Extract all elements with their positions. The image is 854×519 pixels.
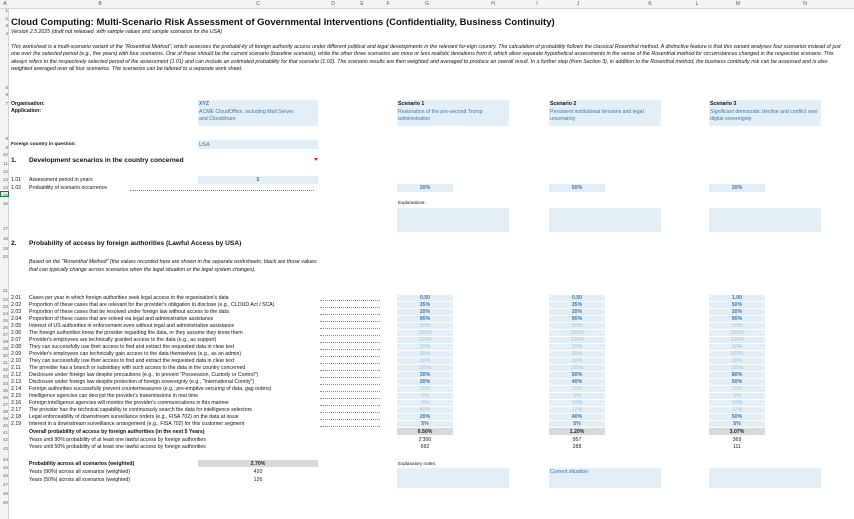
scenario-2-value[interactable]: 40% <box>571 414 583 420</box>
scenario-3-desc[interactable]: Significant democratic decline and conflict over digital sovereignty <box>710 109 818 122</box>
row-label: Cases per year in which foreign authorities seek legal access to the organisation's data <box>29 295 229 301</box>
scenario-2-value[interactable]: 100% <box>570 337 584 343</box>
scenario-2-value[interactable]: 20% <box>571 309 583 315</box>
scenario-1-value[interactable]: 50% <box>419 323 431 329</box>
scenario-3-value[interactable]: 70% <box>731 323 743 329</box>
version-note[interactable]: Version 2.5.2025 (draft not released, with sample values and sample scenarios for the USA) <box>11 29 223 35</box>
row-number[interactable]: 38 <box>2 409 8 414</box>
scenario-2-probability[interactable]: 50% <box>571 185 583 191</box>
scenario-1-value[interactable]: 10% <box>419 344 431 350</box>
leader-dots <box>320 314 380 315</box>
scenario-3-value[interactable]: 50% <box>731 379 743 385</box>
row-label: The foreign authorities know the provider regarding the data, or they assume they know them <box>29 330 243 336</box>
row-number[interactable]: 23 <box>2 304 8 309</box>
scenario-1-value[interactable]: 80% <box>419 351 431 357</box>
years90-label: Years until 90% probability of at least one lawful access by foreign authorities <box>29 437 206 443</box>
row-label: Provider's employees can technically gain access to the data themselves (e.g., as an admin) <box>29 351 242 357</box>
scenario-3-probability[interactable]: 20% <box>731 185 743 191</box>
column-header[interactable]: H <box>491 1 495 7</box>
row-id: 2.19 <box>11 421 22 427</box>
scenario-3-label: Scenario 3 <box>710 101 737 107</box>
w50-label: Years (50%) across all scenarios (weighted) <box>29 477 131 483</box>
row-number[interactable]: 18 <box>2 236 8 241</box>
row-label: Proportion of these cases that are solved via legal and administrative assistance <box>29 316 214 322</box>
leader-dots <box>320 370 380 371</box>
row-number[interactable]: 46 <box>2 473 8 478</box>
column-header[interactable]: N <box>803 1 807 7</box>
column-header[interactable]: C <box>256 1 260 7</box>
section-1-title: Development scenarios in the country concerned <box>29 157 184 164</box>
scenario-3-value[interactable]: 10% <box>731 358 743 364</box>
row-number[interactable]: 31 <box>2 360 8 365</box>
scenario-1-label: Scenario 1 <box>398 101 425 107</box>
scenario-3-value[interactable]: 90% <box>731 316 743 322</box>
row-label: The provider has the technical capability to continuously search the data for intelligence selectors <box>29 407 252 413</box>
years90-3: 369 <box>732 437 742 443</box>
row-number[interactable]: 39 <box>2 416 8 421</box>
column-header[interactable]: A <box>3 1 7 7</box>
row-number[interactable]: 30 <box>2 353 8 358</box>
leader-dots <box>320 307 380 308</box>
leader-dots <box>320 426 380 427</box>
scenario-1-value[interactable]: 30% <box>419 372 431 378</box>
overall-2: 1.20% <box>569 429 585 435</box>
leader-dots <box>320 328 380 329</box>
scenario-3-value[interactable]: 80% <box>731 372 743 378</box>
weighted-label: Probability across all scenarios (weighted) <box>29 461 135 467</box>
row-number[interactable]: 35 <box>2 388 8 393</box>
scenario-3-value[interactable]: 70% <box>731 386 743 392</box>
column-header[interactable]: D <box>331 1 335 7</box>
column-header[interactable]: K <box>648 1 652 7</box>
leader-dots <box>320 405 380 406</box>
scenario-3-value[interactable]: 100% <box>730 365 744 371</box>
scenario-1-value[interactable]: 20% <box>419 309 431 315</box>
row-id: 2.08 <box>11 344 22 350</box>
row-number[interactable]: 45 <box>2 465 8 470</box>
row-number[interactable]: 8 <box>5 136 8 141</box>
row-id: 2.18 <box>11 414 22 420</box>
scenario-2-value[interactable]: 10% <box>571 344 583 350</box>
row-label: The provider has a branch or subsidiary with such access to the data in the country concerned <box>29 365 246 371</box>
leader-dots <box>320 342 380 343</box>
row-number[interactable]: 47 <box>2 482 8 487</box>
comment-marker[interactable] <box>314 158 318 161</box>
scenario-1-value[interactable]: 40% <box>419 407 431 413</box>
years50-2: 288 <box>572 444 582 450</box>
row-id: 2.12 <box>11 372 22 378</box>
w50-value: 126 <box>253 477 263 483</box>
row-label: Disclosure under foreign law despite protection of foreign sovereignty (e.g., "International Comity") <box>29 379 255 385</box>
scenario-2-value[interactable]: 80% <box>571 351 583 357</box>
leader-dots <box>320 363 380 364</box>
row-number[interactable]: 13 <box>2 177 8 182</box>
row-id: 2.04 <box>11 316 22 322</box>
scenario-1-value[interactable]: 100% <box>418 330 432 336</box>
row-number[interactable]: 28 <box>2 339 8 344</box>
leader-dots <box>130 190 314 191</box>
row-number[interactable]: 5 <box>5 85 8 90</box>
scenario-2-value[interactable]: 10% <box>571 400 583 406</box>
scenario-2-label: Scenario 2 <box>550 101 577 107</box>
leader-dots <box>320 349 380 350</box>
row-label: Interest of US authorities in enforcement even without legal and administrative assistance <box>29 323 235 329</box>
years90-2: 957 <box>572 437 582 443</box>
row-number[interactable]: 25 <box>2 318 8 323</box>
explanatory-notes-label: Explanatory notes: <box>398 461 437 466</box>
row-label: They can successfully use their access to find and extract the requested data in clear text <box>29 358 235 364</box>
row-number[interactable]: 24 <box>2 311 8 316</box>
leader-dots <box>320 356 380 357</box>
row-number[interactable]: 10 <box>2 152 8 157</box>
explanation-cell-2[interactable] <box>549 208 661 232</box>
row-label: Assessment period in years <box>29 177 93 183</box>
row-number[interactable]: 29 <box>2 346 8 351</box>
row-number[interactable]: 21 <box>2 288 8 293</box>
row-id: 1.01 <box>11 177 22 183</box>
explanatory-cell-3[interactable] <box>709 468 821 488</box>
row-number[interactable]: 49 <box>2 500 8 505</box>
row-number[interactable]: 26 <box>2 325 8 330</box>
scenario-3-value[interactable]: 20% <box>731 309 743 315</box>
row-number[interactable]: 44 <box>2 457 8 462</box>
row-label: Legal enforceability of downstream surveillance orders (e.g., FISA 702) on the data at issue <box>29 414 239 420</box>
row-id: 2.01 <box>11 295 22 301</box>
row-id: 2.05 <box>11 323 22 329</box>
scenario-1-value[interactable]: 0% <box>421 400 429 406</box>
leader-dots <box>320 412 380 413</box>
scenario-2-value[interactable]: 10% <box>571 358 583 364</box>
row-id: 2.06 <box>11 330 22 336</box>
row-label: They can successfully use their access to find and extract the requested data in clear text <box>29 344 235 350</box>
row-label: Provider's employees are technically granted access to the data (e.g., as support) <box>29 337 217 343</box>
row-id: 2.14 <box>11 386 22 392</box>
scenario-1-value[interactable]: 5% <box>421 421 429 427</box>
row-number[interactable]: 9 <box>5 145 8 150</box>
scenario-3-value[interactable]: 5% <box>733 421 741 427</box>
column-header[interactable]: J <box>576 1 580 7</box>
row-number[interactable]: 27 <box>2 332 8 337</box>
country-label: Foreign country in question: <box>11 142 77 147</box>
w90-value: 420 <box>253 469 263 475</box>
selected-row-indicator <box>0 191 9 197</box>
weighted-value: 2.70% <box>250 461 266 467</box>
row-id: 2.02 <box>11 302 22 308</box>
scenario-1-value[interactable]: 0% <box>421 393 429 399</box>
scenario-2-value[interactable]: 17% <box>571 407 583 413</box>
org-label: Organisation: <box>11 101 45 107</box>
scenario-1-desc[interactable]: Restoration of the pre-second Trump administration <box>398 109 483 122</box>
column-header[interactable]: L <box>695 1 699 7</box>
row-number[interactable]: 3 <box>5 23 8 28</box>
overall-label: Overall probability of access by foreign authorities (in the next 5 Years) <box>29 429 205 435</box>
row-number[interactable]: 48 <box>2 491 8 496</box>
scenario-3-value[interactable]: 100% <box>730 337 744 343</box>
row-label: Intelligence agencies can decrypt the provider's transmissions in real time <box>29 393 199 399</box>
scenario-3-value[interactable]: 5% <box>733 393 741 399</box>
scenario-2-value[interactable]: 100% <box>570 365 584 371</box>
row-label: Interest in a downstream surveillance arrangement (e.g., FISA 702) for this customer segment <box>29 421 245 427</box>
row-number[interactable]: 7 <box>5 101 8 106</box>
row-id: 2.15 <box>11 393 22 399</box>
scenario-2-value[interactable]: 50% <box>571 372 583 378</box>
row-number[interactable]: 37 <box>2 402 8 407</box>
scenario-1-value[interactable]: 0.50 <box>419 295 431 301</box>
scenario-1-value[interactable]: 20% <box>419 414 431 420</box>
scenario-2-value[interactable]: 0.50 <box>571 295 583 301</box>
column-headers <box>0 0 854 9</box>
scenario-2-value[interactable]: 70% <box>571 386 583 392</box>
scenario-2-value[interactable]: 90% <box>571 316 583 322</box>
row-number[interactable]: 1 <box>5 8 8 13</box>
scenario-1-value[interactable]: 100% <box>418 365 432 371</box>
overall-1: 0.50% <box>417 429 433 435</box>
scenario-1-value[interactable]: 100% <box>418 337 432 343</box>
scenario-1-value[interactable]: 10% <box>419 358 431 364</box>
overall-3: 3.07% <box>729 429 745 435</box>
scenario-2-value[interactable]: 5% <box>573 421 581 427</box>
years50-3: 111 <box>733 444 741 450</box>
row-number[interactable]: 11 <box>3 161 8 166</box>
leader-dots <box>320 335 380 336</box>
scenario-2-desc[interactable]: Persistent institutional tensions and legal uncertainty <box>550 109 644 122</box>
w90-label: Years (90%) across all scenarios (weighted) <box>29 469 131 475</box>
row-number[interactable]: 32 <box>2 367 8 372</box>
scenario-3-value[interactable]: 10% <box>731 400 743 406</box>
scenario-3-value[interactable]: 50% <box>731 302 743 308</box>
column-header[interactable]: B <box>98 1 102 7</box>
leader-dots <box>320 391 380 392</box>
column-header[interactable]: I <box>536 1 538 7</box>
row-id: 2.16 <box>11 400 22 406</box>
row-number[interactable]: 20 <box>2 254 8 259</box>
row-id: 1.02 <box>11 185 22 191</box>
row-label: Foreign authorities successfully prevent countermeasures (e.g., pre-emptive securing of data, gag orders) <box>29 386 272 392</box>
scenario-2-value[interactable]: 100% <box>570 330 584 336</box>
row-id: 2.03 <box>11 309 22 315</box>
row-id: 2.13 <box>11 379 22 385</box>
current-situation[interactable]: Current situation <box>550 469 589 475</box>
row-label: Proportion of these cases that are relevant for the provider's obligation to disclose (e.g., CLOUD Act / SCA) <box>29 302 275 308</box>
row-number[interactable]: 34 <box>2 381 8 386</box>
row-number[interactable]: 2 <box>5 16 8 21</box>
row-number[interactable]: 12 <box>2 169 8 174</box>
column-header[interactable]: F <box>386 1 390 7</box>
row-number[interactable]: 33 <box>2 374 8 379</box>
scenario-1-probability[interactable]: 20% <box>419 185 431 191</box>
row-number[interactable]: 15 <box>2 193 8 198</box>
column-header[interactable]: E <box>360 1 364 7</box>
scenario-3-value[interactable]: 100% <box>730 351 744 357</box>
row-id: 2.10 <box>11 358 22 364</box>
explanations-label: Explanations: <box>398 200 426 205</box>
section-2-note: Based on the "Rosenthal Method" (the values recorded here are shown in the separate worksheets; black are those values that can typically change across scenarios when the legal situation or the legal system changes). <box>29 259 317 273</box>
scenario-1-value[interactable]: 35% <box>419 302 431 308</box>
scenario-1-value[interactable]: 70% <box>419 386 431 392</box>
years90-1: 2'300 <box>418 437 432 443</box>
row-number[interactable]: 4 <box>5 31 8 36</box>
explanatory-cell-1[interactable] <box>397 468 509 488</box>
leader-dots <box>320 377 380 378</box>
row-id: 2.11 <box>11 365 21 371</box>
section-2-title: Probability of access by foreign authorities (Lawful Access by USA) <box>29 240 242 247</box>
row-id: 2.17 <box>11 407 22 413</box>
section-1-number: 1. <box>11 157 17 164</box>
column-header[interactable]: M <box>735 1 741 7</box>
scenario-2-value[interactable]: 40% <box>571 379 583 385</box>
application-label: Application: <box>11 108 41 114</box>
years50-1: 692 <box>420 444 430 450</box>
leader-dots <box>320 321 380 322</box>
row-number[interactable]: 40 <box>2 423 8 428</box>
row-label: Probability of scenario occurrence <box>29 185 108 191</box>
page-title[interactable]: Cloud Computing: Multi-Scenario Risk Assessment of Governmental Interventions (Confidentiality, Business Continuity) <box>11 17 555 28</box>
leader-dots <box>320 300 380 301</box>
scenario-1-value[interactable]: 90% <box>419 316 431 322</box>
row-number[interactable]: 41 <box>2 430 8 435</box>
leader-dots <box>320 384 380 385</box>
column-header[interactable]: G <box>425 1 429 7</box>
row-number[interactable]: 42 <box>2 437 8 442</box>
row-id: 2.09 <box>11 351 22 357</box>
row-number[interactable]: 16 <box>2 201 8 206</box>
row-number[interactable]: 43 <box>2 446 8 451</box>
row-number[interactable]: 6 <box>5 92 8 97</box>
period-value[interactable]: 5 <box>256 177 260 183</box>
row-label: Proportion of these cases that be resolved under foreign law without access to the data <box>29 309 229 315</box>
years50-label: Years until 50% probability of at least one lawful access by foreign authorities <box>29 444 206 450</box>
row-label: Foreign intelligence agencies will monitor the provider's communications in this manner <box>29 400 229 406</box>
leader-dots <box>320 398 380 399</box>
explanation-cell-3[interactable] <box>709 208 821 232</box>
row-id: 2.07 <box>11 337 22 343</box>
country-value[interactable]: USA <box>199 142 210 148</box>
application-value[interactable]: ACME CloudOffice, including Mail Server and Cloudshare <box>199 109 294 122</box>
country-input-cell[interactable] <box>198 140 318 149</box>
row-label: Disclosure under foreign law despite precautions (e.g., to prevent "Possession, Custody or Control") <box>29 372 259 378</box>
row-headers <box>0 9 9 519</box>
explanation-cell-1[interactable] <box>397 208 509 232</box>
scenario-2-value[interactable]: 50% <box>571 323 583 329</box>
row-number[interactable]: 36 <box>2 395 8 400</box>
org-value[interactable]: XYZ <box>199 101 210 107</box>
row-number[interactable]: 14 <box>2 185 8 190</box>
row-number[interactable]: 17 <box>2 226 8 231</box>
scenario-3-value[interactable]: 10% <box>731 344 743 350</box>
scenario-3-value[interactable]: 100% <box>730 330 744 336</box>
scenario-2-value[interactable]: 35% <box>571 302 583 308</box>
description[interactable]: This worksheet is a multi-scenario variant of the "Rosenthal Method", which assesses the probabil-ity of foreign authority access under different political and legal developments in the relevant for-eign country. The calculation of probability follows the classical Rosenthal method. A distinctive feature is that this variant analyses four scenarios instead of just one over the selected period (e.g., five years) with four scenarios. One of these should be the current scenario (baseline scenario), while the other three scenarios are more or less realistic deviations from it, which allow separate hypothetical assessments in the sense of the Rosenthal method for circumstances changed in the respective scenario. This always refers to the respectively selected period of the assessment (1.01) and can include an estimated probability for that scenario (1.02). The scenario results are then weighted and averaged to produce an overall result. In a further step (from Section 3), in addition to the Rosenthal method, the business continuity risk can be assessed and is also weighted averaged over all four scenarios. The scenarios can be tailored to a separate work sheet. <box>11 44 841 73</box>
scenario-1-value[interactable]: 20% <box>419 379 431 385</box>
row-number[interactable]: 19 <box>2 246 8 251</box>
leader-dots <box>320 419 380 420</box>
scenario-3-value[interactable]: 17% <box>731 407 743 413</box>
scenario-3-value[interactable]: 1.00 <box>731 295 743 301</box>
row-number[interactable]: 22 <box>2 297 8 302</box>
section-2-number: 2. <box>11 240 17 247</box>
scenario-2-value[interactable]: 5% <box>573 393 581 399</box>
scenario-3-value[interactable]: 50% <box>731 414 743 420</box>
